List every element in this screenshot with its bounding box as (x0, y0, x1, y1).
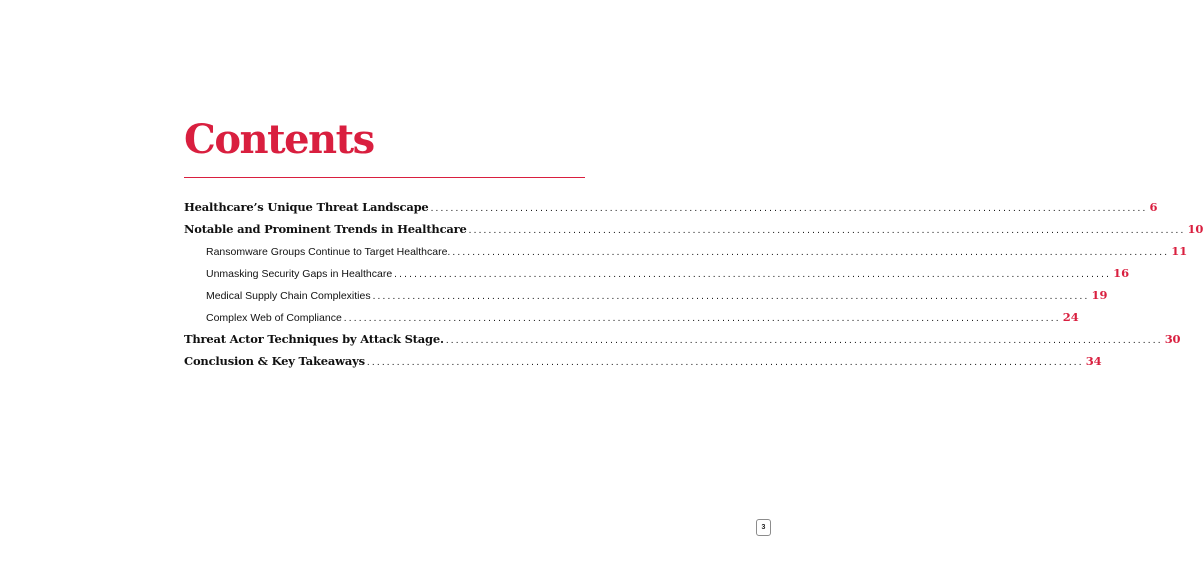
dot-leader: ................................................................................................................................................ (366, 357, 1084, 368)
dot-leader: ................................................................................................................................................ (430, 203, 1148, 214)
table-of-contents (184, 196, 1203, 372)
dot-leader: ................................................................................................................................................ (343, 313, 1061, 324)
dot-leader: ................................................................................................................................................ (468, 225, 1186, 236)
toc-entry-threat-landscape[interactable] (184, 196, 1158, 218)
toc-entry-page: 30 (1164, 332, 1181, 346)
toc-entry-page: 11 (1171, 244, 1188, 258)
toc-entry-page: 6 (1149, 200, 1158, 214)
dot-leader: ................................................................................................................................................ (445, 335, 1163, 346)
toc-entry-supply-chain[interactable] (184, 284, 1108, 306)
toc-entry-security-gaps[interactable] (184, 262, 1130, 284)
dot-leader: ................................................................................................................................................ (452, 247, 1170, 258)
toc-entry-ransomware-groups[interactable] (184, 240, 1188, 262)
toc-entry-label: Healthcare’s Unique Threat Landscape (184, 200, 429, 214)
toc-entry-attack-stage[interactable] (184, 328, 1181, 350)
toc-entry-compliance[interactable] (184, 306, 1079, 328)
dot-leader: ................................................................................................................................................ (372, 291, 1090, 302)
toc-entry-notable-trends[interactable] (184, 218, 1203, 240)
page-title: Contents (184, 116, 374, 163)
title-divider (184, 177, 585, 178)
toc-entry-label: Notable and Prominent Trends in Healthcare (184, 222, 467, 236)
toc-entry-page: 16 (1113, 266, 1130, 280)
page-number-badge: 3 (756, 519, 771, 536)
toc-entry-label: Conclusion & Key Takeaways (184, 354, 365, 368)
toc-entry-conclusion[interactable] (184, 350, 1102, 372)
toc-entry-page: 10 (1187, 222, 1203, 236)
toc-entry-label: Unmasking Security Gaps in Healthcare (206, 268, 393, 280)
toc-entry-label: Ransomware Groups Continue to Target Healthcare. (206, 246, 451, 258)
dot-leader: ................................................................................................................................................ (394, 269, 1112, 280)
toc-entry-label: Medical Supply Chain Complexities (206, 290, 371, 302)
toc-entry-label: Complex Web of Compliance (206, 312, 342, 324)
toc-entry-page: 34 (1085, 354, 1102, 368)
toc-entry-page: 19 (1091, 288, 1108, 302)
toc-entry-label: Threat Actor Techniques by Attack Stage. (184, 332, 444, 346)
toc-entry-page: 24 (1062, 310, 1079, 324)
